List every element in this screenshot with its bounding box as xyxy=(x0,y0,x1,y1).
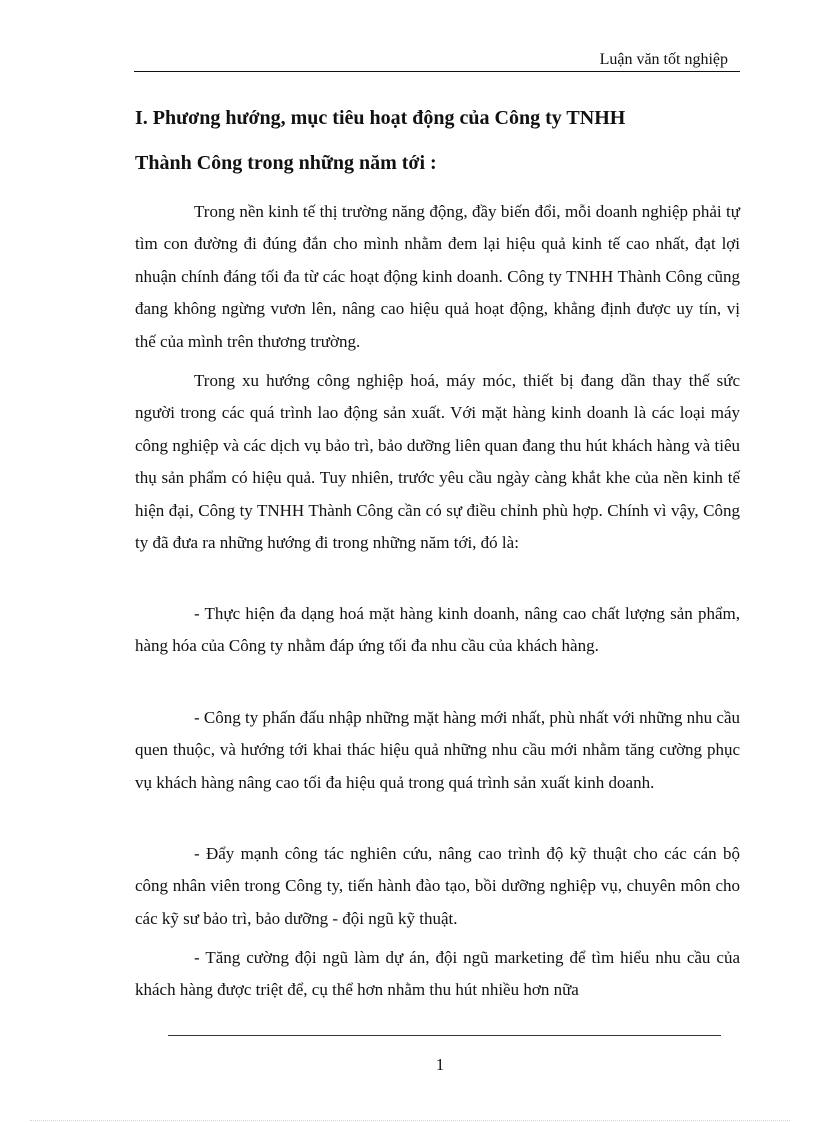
bullet-research: - Đẩy mạnh công tác nghiên cứu, nâng cao trình độ kỹ thuật cho các cán bộ công nhân viên trong Công ty, tiến hành đào tạo, bồi dưỡng nghiệp vụ, chuyên môn cho các kỹ sư bảo trì, bảo dưỡng - đội ngũ kỹ thuật. xyxy=(135,844,740,928)
paragraph-intro: Trong nền kinh tế thị trường năng động, đầy biến đổi, mỗi doanh nghiệp phải tự tìm con đường đi đúng đắn cho mình nhằm đem lại hiệu quả kinh tế cao nhất, đạt lợi nhuận chính đáng tối đa từ các hoạt động kinh doanh. Công ty TNHH Thành Công cũng đang không ngừng vươn lên, nâng cao hiệu quả hoạt động, khẳng định được uy tín, vị thế của mình trên thương trường. xyxy=(135,202,740,351)
footer-rule xyxy=(168,1035,721,1036)
header-rule xyxy=(134,71,740,72)
page-bottom-edge xyxy=(30,1120,790,1121)
section-title-line-2: Thành Công trong những năm tới : xyxy=(135,152,437,174)
bullet-import: - Công ty phấn đấu nhập những mặt hàng mới nhất, phù nhất với những nhu cầu quen thuộc, và hướng tới khai thác hiệu quả những nhu cầu mới nhằm tăng cường phục vụ khách hàng nâng cao tối đa hiệu quả trong quá trình sản xuất kinh doanh. xyxy=(135,708,740,792)
bullet-diversify: - Thực hiện đa dạng hoá mặt hàng kinh doanh, nâng cao chất lượng sản phẩm, hàng hóa của Công ty nhằm đáp ứng tối đa nhu cầu của khách hàng. xyxy=(135,604,740,656)
running-header: Luận văn tốt nghiệp xyxy=(599,51,728,68)
paragraph-context: Trong xu hướng công nghiệp hoá, máy móc, thiết bị đang dần thay thế sức người trong các quá trình lao động sản xuất. Với mặt hàng kinh doanh là các loại máy công nghiệp và các dịch vụ bảo trì, bảo dưỡng liên quan đang thu hút khách hàng và tiêu thụ sản phẩm có hiệu quả. Tuy nhiên, trước yêu cầu ngày càng khắt khe của nền kinh tế hiện đại, Công ty TNHH Thành Công cần có sự điều chỉnh phù hợp. Chính vì vậy, Công ty đã đưa ra những hướng đi trong những năm tới, đó là: xyxy=(135,371,740,553)
page-number: 1 xyxy=(435,1055,445,1074)
section-title-line-1: I. Phương hướng, mục tiêu hoạt động của Công ty TNHH xyxy=(135,107,626,129)
bullet-marketing: - Tăng cường đội ngũ làm dự án, đội ngũ marketing để tìm hiểu nhu cầu của khách hàng được triệt để, cụ thể hơn nhằm thu hút nhiều hơn nữa xyxy=(135,948,740,1000)
